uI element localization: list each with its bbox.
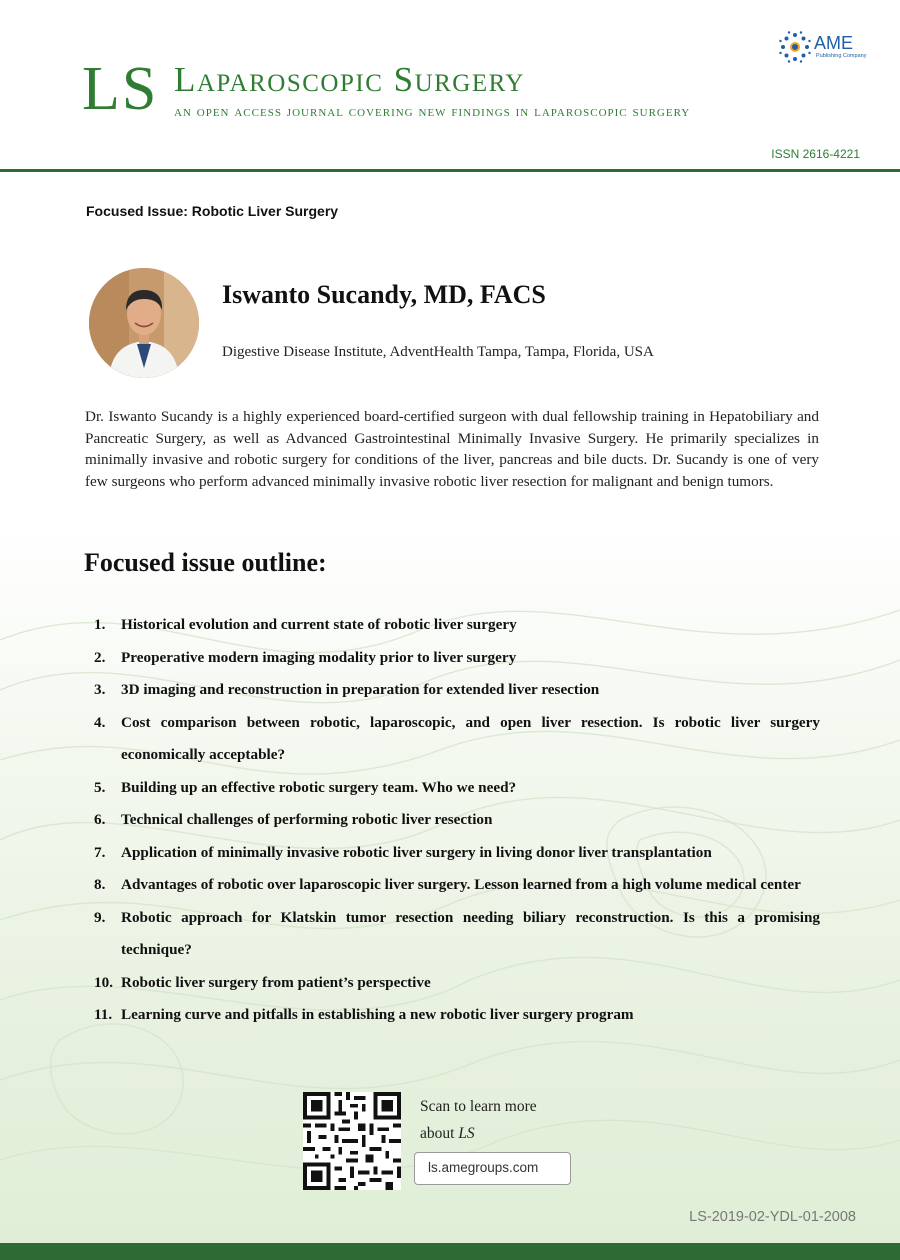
item-number: 6. (94, 811, 106, 828)
list-item (94, 869, 820, 902)
outline-list (94, 609, 820, 1032)
list-item (94, 707, 820, 772)
list-item (94, 609, 820, 642)
item-number: 10. (94, 973, 113, 991)
item-text: Advantages of robotic over laparoscopic liver surgery. Lesson learned from a high volume medical center (121, 876, 801, 893)
item-text: Robotic liver surgery from patient’s perspective (121, 973, 431, 991)
publisher-name: AME (814, 33, 854, 53)
item-text: Learning curve and pitfalls in establishing a new robotic liver surgery program (121, 1006, 634, 1023)
editor-bio: Dr. Iswanto Sucandy is a highly experienced board-certified surgeon with dual fellowship training in Hepatobiliary and Pancreatic Surgery, as well as Advanced Gastrointestinal Minimally Invasive Surgery. He primarily specializes in minimally invasive and robotic surgery for conditions of the liver, pancreas and bile ducts. Dr. Sucandy is one of very few surgeons who perform advanced minimally invasive robotic liver resection for malignant and benign tumors. (85, 408, 819, 490)
document-code: LS-2019-02-YDL-01-2008 (689, 1209, 856, 1225)
outline-heading: Focused issue outline: (84, 548, 327, 577)
journal-url-link[interactable]: ls.amegroups.com (414, 1152, 571, 1185)
footer-bar (0, 1243, 900, 1260)
item-number: 3. (94, 681, 106, 698)
item-number: 9. (94, 908, 106, 926)
issn-number: ISSN 2616-4221 (771, 147, 860, 161)
item-number: 2. (94, 648, 106, 666)
item-number: 8. (94, 876, 106, 893)
item-text: Technical challenges of performing robotic liver resection (121, 811, 493, 828)
list-item (94, 674, 820, 707)
list-item (94, 999, 820, 1032)
portrait-photo-icon (89, 268, 199, 378)
item-text: Preoperative modern imaging modality prior to liver surgery (121, 648, 517, 666)
journal-title: Laparoscopic Surgery (174, 60, 525, 99)
scan-line-2 (420, 1120, 580, 1147)
qr-code[interactable] (303, 1092, 401, 1190)
list-item (94, 804, 820, 837)
list-item (94, 772, 820, 805)
journal-subtitle: an open access journal covering new findings in laparoscopic surgery (174, 103, 691, 120)
journal-logo-mark: LS (82, 55, 159, 123)
focused-issue-label: Focused Issue: Robotic Liver Surgery (86, 203, 339, 219)
editor-affiliation: Digestive Disease Institute, AdventHealth Tampa, Tampa, Florida, USA (222, 344, 654, 360)
item-text: Historical evolution and current state of robotic liver surgery (121, 616, 517, 633)
list-item (94, 642, 820, 675)
qr-code-icon (303, 1092, 401, 1190)
editor-portrait (89, 268, 199, 378)
item-text: Cost comparison between robotic, laparoscopic, and open liver resection. Is robotic liver surgery economically acceptable? (121, 713, 820, 763)
item-text: Application of minimally invasive robotic liver surgery in living donor liver transplantation (121, 843, 712, 861)
item-number: 5. (94, 778, 106, 796)
list-item (94, 837, 820, 870)
publisher-logo (778, 30, 868, 64)
item-text: 3D imaging and reconstruction in preparation for extended liver resection (121, 681, 600, 698)
scan-instructions (420, 1093, 580, 1147)
list-item (94, 902, 820, 967)
item-text: Robotic approach for Klatskin tumor resection needing biliary reconstruction. Is this a promising technique? (121, 908, 820, 958)
scan-line-2-prefix: about (420, 1125, 459, 1142)
item-number: 11. (94, 1006, 113, 1023)
item-number: 1. (94, 616, 106, 633)
item-text: Building up an effective robotic surgery team. Who we need? (121, 778, 517, 796)
header-divider (0, 169, 900, 172)
item-number: 7. (94, 843, 106, 861)
scan-line-1: Scan to learn more (420, 1098, 537, 1115)
scan-line-2-journal: LS (458, 1125, 475, 1142)
editor-name: Iswanto Sucandy, MD, FACS (222, 280, 546, 309)
item-number: 4. (94, 713, 106, 731)
list-item (94, 967, 820, 1000)
publisher-tagline: Publishing Company (816, 53, 867, 59)
journal-header (0, 0, 900, 172)
publisher-dots-icon (778, 30, 812, 64)
